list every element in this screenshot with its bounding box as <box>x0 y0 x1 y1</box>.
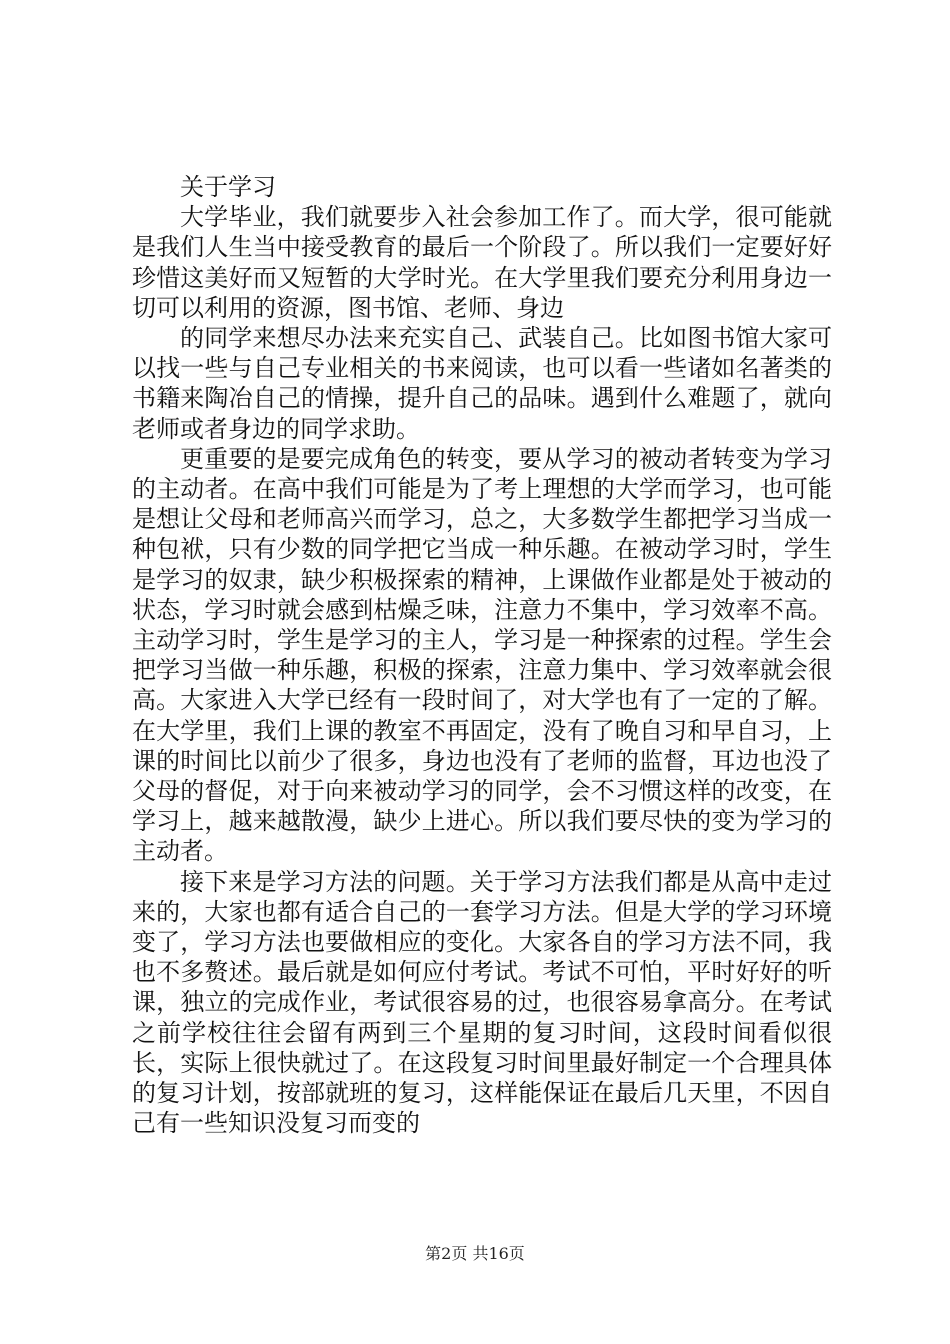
paragraph-1: 大学毕业，我们就要步入社会参加工作了。而大学，很可能就是我们人生当中接受教育的最后一个阶段了。所以我们一定要好好珍惜这美好而又短暂的大学时光。在大学里我们要充分利用身边一切可以利用的资源，图书馆、老师、身边 <box>132 203 832 322</box>
page-number-footer: 第2页 共16页 <box>425 1244 525 1263</box>
paragraph-4: 接下来是学习方法的问题。关于学习方法我们都是从高中走过来的，大家也都有适合自己的一套学习方法。但是大学的学习环境变了，学习方法也要做相应的变化。大家各自的学习方法不同，我也不多赘述。最后就是如何应付考试。考试不可怕，平时好好的听课，独立的完成作业，考试很容易的过，也很容易拿高分。在考试之前学校往往会留有两到三个星期的复习时间，这段时间看似很长，实际上很快就过了。在这段复习时间里最好制定一个合理具体的复习计划，按部就班的复习，这样能保证在最后几天里，不因自己有一些知识没复习而变的 <box>132 867 832 1138</box>
paragraph-2: 的同学来想尽办法来充实自己、武装自己。比如图书馆大家可以找一些与自己专业相关的书来阅读，也可以看一些诸如名著类的书籍来陶冶自己的情操，提升自己的品味。遇到什么难题了，就向老师或者身边的同学求助。 <box>132 324 832 443</box>
paragraph-3: 更重要的是要完成角色的转变，要从学习的被动者转变为学习的主动者。在高中我们可能是为了考上理想的大学而学习，也可能是想让父母和老师高兴而学习，总之，大多数学生都把学习当成一种包袱，只有少数的同学把它当成一种乐趣。在被动学习时，学生是学习的奴隶，缺少积极探索的精神，上课做作业都是处于被动的状态，学习时就会感到枯燥乏味，注意力不集中，学习效率不高。主动学习时，学生是学习的主人，学习是一种探索的过程。学生会把学习当做一种乐趣，积极的探索，注意力集中、学习效率就会很高。大家进入大学已经有一段时间了，对大学也有了一定的了解。在大学里，我们上课的教室不再固定，没有了晚自习和早自习，上课的时间比以前少了很多，身边也没有了老师的监督，耳边也没了父母的督促，对于向来被动学习的同学，会不习惯这样的改变，在学习上，越来越散漫，缺少上进心。所以我们要尽快的变为学习的主动者。 <box>132 444 832 866</box>
document-title: 关于学习 <box>180 173 276 201</box>
document-body <box>132 172 832 1139</box>
